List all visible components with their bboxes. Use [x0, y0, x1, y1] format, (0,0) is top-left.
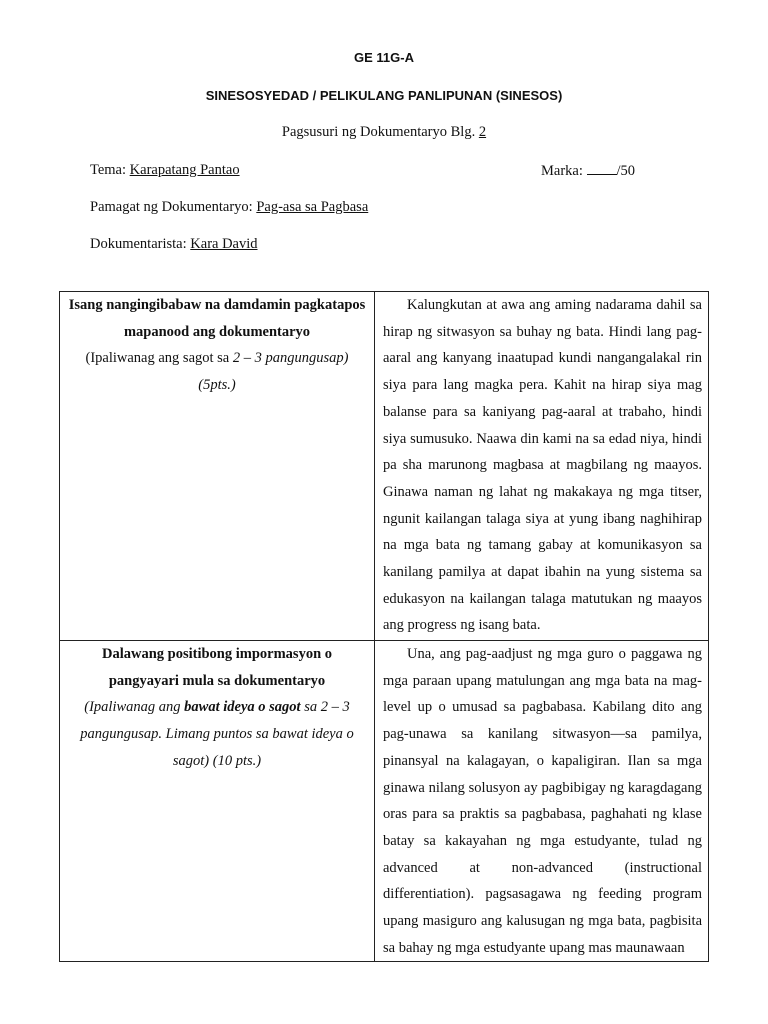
question-title: Isang nangingibabaw na damdamin pagkatapos mapanood ang dokumentaryo	[68, 297, 366, 340]
tema-line	[90, 162, 240, 179]
question-cell	[60, 641, 375, 962]
question-instruction: (Ipaliwanag ang bawat ideya o sagot sa 2 – 3 pangungusap. Limang puntos sa bawat ideya o sagot) (10 pts.)	[80, 699, 354, 769]
tema-value: Karapatang Pantao	[129, 162, 240, 178]
answer-text: Una, ang pag-aadjust ng mga guro o paggawa ng mga paraan upang matulungan ang mga bata na mag-level up o umusad sa pagbabasa. Kabilang dito ang pag-unawa sa kanilang sitwasyon—sa pamilya, pinansyal na kalagayan, o kapaligiran. Ilan sa mga ginawa nilang solusyon ay pagbibigay ng karagdagang oras para sa praktis sa pagbabasa, paghahati ng klase batay sa kakayahan ng mga estudyante, tulad ng advanced at non-advanced (instructional differentiation). pagsasagawa ng feeding program upang masiguro ang kalusugan ng mga bata, pagbisita sa bahay ng mga estudyante upang mas maunawaan	[383, 646, 702, 956]
course-code: GE 11G-A	[354, 50, 414, 65]
dokumentarista-label: Dokumentarista:	[90, 236, 187, 252]
dokumentarista-line	[90, 236, 258, 253]
question-points: (5pts.)	[198, 377, 236, 394]
marka-label: Marka:	[541, 163, 583, 179]
pamagat-line	[90, 199, 368, 216]
doc-label: Pagsusuri ng Dokumentaryo Blg.	[281, 124, 476, 140]
marka-line	[541, 162, 635, 180]
table-row	[60, 292, 709, 641]
question-cell	[60, 292, 375, 641]
document-title	[0, 124, 768, 141]
answer-cell	[375, 292, 709, 641]
pamagat-label: Pamagat ng Dokumentaryo:	[90, 199, 253, 215]
answer-cell	[375, 641, 709, 962]
marka-blank	[587, 162, 617, 175]
analysis-table	[59, 291, 709, 962]
subject-title: SINESOSYEDAD / PELIKULANG PANLIPUNAN (SINESOS)	[205, 88, 563, 103]
question-title: Dalawang positibong impormasyon o pangyayari mula sa dokumentaryo	[101, 646, 333, 689]
pamagat-value: Pag-asa sa Pagbasa	[256, 199, 369, 215]
marka-total: /50	[616, 163, 636, 179]
question-instruction: (Ipaliwanag ang sagot sa 2 – 3 pangungusap)	[85, 350, 349, 367]
dokumentarista-value: Kara David	[190, 236, 258, 252]
answer-text: Kalungkutan at awa ang aming nadarama dahil sa hirap ng sitwasyon sa buhay ng bata. Hindi lang pag-aaral ang kanyang inaatupad kundi nangangalakal rin siya para lang magka pera. Kahit na hirap siya mag balanse para sa kaniyang pag-aaral at trabaho, hindi siya sumusuko. Naawa din kami na sa edad niya, hindi pa sha marunong magbasa at magbilang ng maayos. Ginawa naman ng lahat ng makakaya ng mga titser, ngunit kailangan talaga siya at yung ibang naghihirap na mga bata ng tamang gabay at komunikasyon sa kanilang pamilya at dapat ibahin na yung sistema sa edukasyon na kailangan talaga matutukan ng maayos ang progress ng isang bata.	[383, 297, 702, 634]
table-row	[60, 641, 709, 962]
doc-number: 2	[478, 124, 487, 140]
tema-label: Tema:	[90, 162, 127, 178]
